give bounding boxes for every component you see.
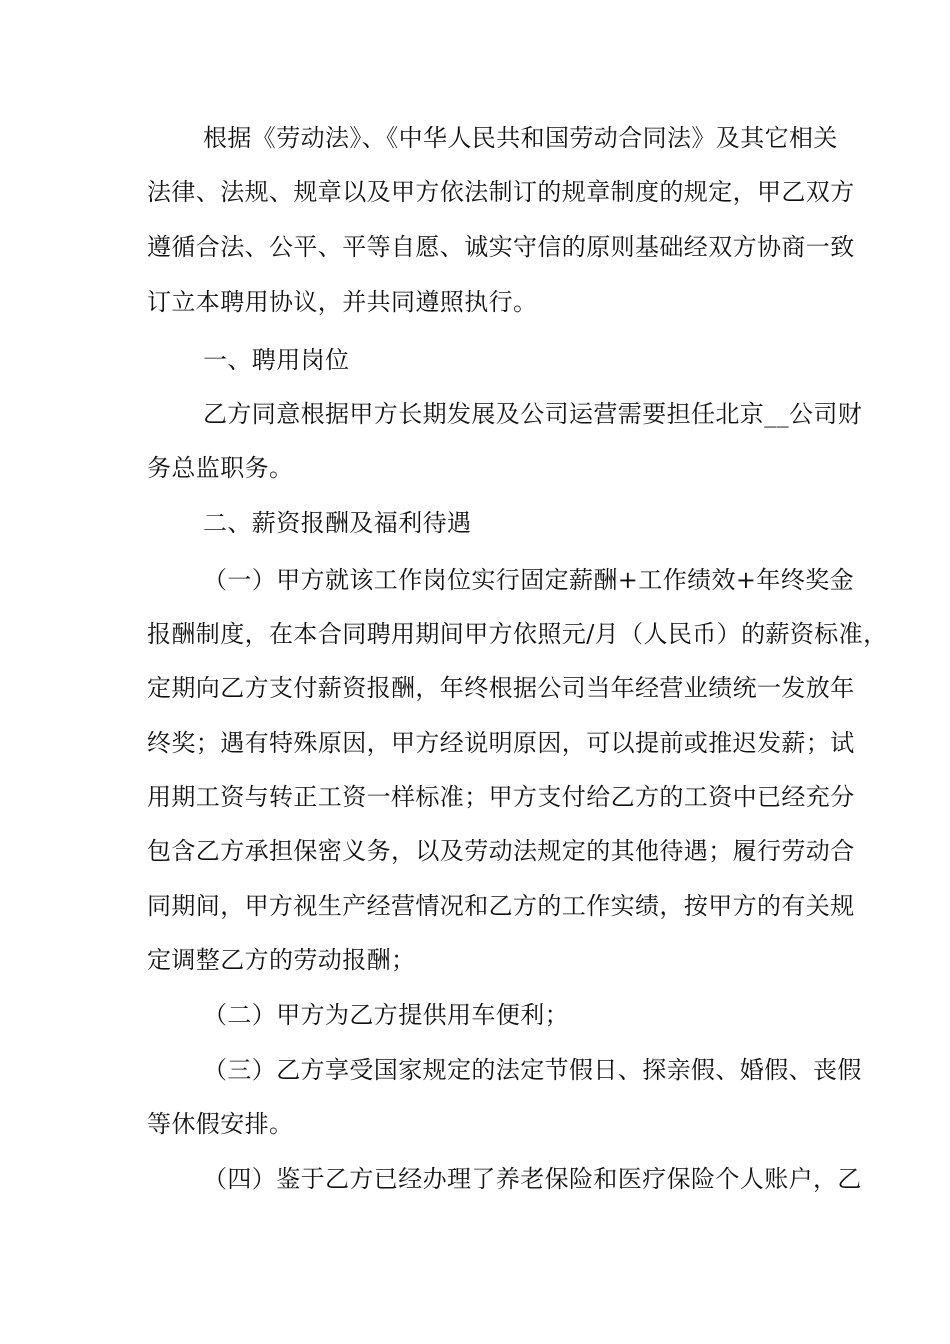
clause-1-line-6: 包含乙方承担保密义务，以及劳动法规定的其他待遇；履行劳动合 — [147, 837, 855, 865]
paragraph-intro-line-4: 订立本聘用协议，并共同遵照执行。 — [147, 288, 538, 316]
section-heading-2: 二、薪资报酬及福利待遇 — [203, 509, 472, 537]
clause-1-line-7: 同期间，甲方视生产经营情况和乙方的工作实绩，按甲方的有关规 — [147, 892, 855, 920]
paragraph-intro-line-2: 法律、法规、规章以及甲方依法制订的规章制度的规定，甲乙双方 — [147, 178, 855, 206]
paragraph-intro-line-1: 根据《劳动法》、《中华人民共和国劳动合同法》及其它相关 — [203, 124, 838, 152]
clause-3-line-2: 等休假安排。 — [147, 1110, 294, 1138]
section-heading-1: 一、聘用岗位 — [203, 346, 350, 374]
clause-2-line-1: （二）甲方为乙方提供用车便利； — [203, 1001, 569, 1029]
clause-1-line-5: 用期工资与转正工资一样标准；甲方支付给乙方的工资中已经充分 — [147, 783, 855, 811]
clause-1-line-8: 定调整乙方的劳动报酬； — [147, 946, 416, 974]
paragraph-position-line-1: 乙方同意根据甲方长期发展及公司运营需要担任北京__公司财 — [203, 400, 863, 428]
clause-3-line-1: （三）乙方享受国家规定的法定节假日、探亲假、婚假、丧假 — [203, 1056, 862, 1084]
clause-1-line-1: （一）甲方就该工作岗位实行固定薪酬+工作绩效+年终奖金 — [203, 566, 855, 594]
clause-1-line-4: 终奖；遇有特殊原因，甲方经说明原因，可以提前或推迟发薪；试 — [147, 729, 855, 757]
clause-1-line-2: 报酬制度，在本合同聘用期间甲方依照元/月（人民币）的薪资标准， — [147, 620, 888, 648]
clause-1-line-3: 定期向乙方支付薪资报酬，年终根据公司当年经营业绩统一发放年 — [147, 674, 855, 702]
clause-4-line-1: （四）鉴于乙方已经办理了养老保险和医疗保险个人账户，乙 — [203, 1165, 862, 1193]
paragraph-intro-line-3: 遵循合法、公平、平等自愿、诚实守信的原则基础经双方协商一致 — [147, 233, 855, 261]
paragraph-position-line-2: 务总监职务。 — [147, 454, 294, 482]
